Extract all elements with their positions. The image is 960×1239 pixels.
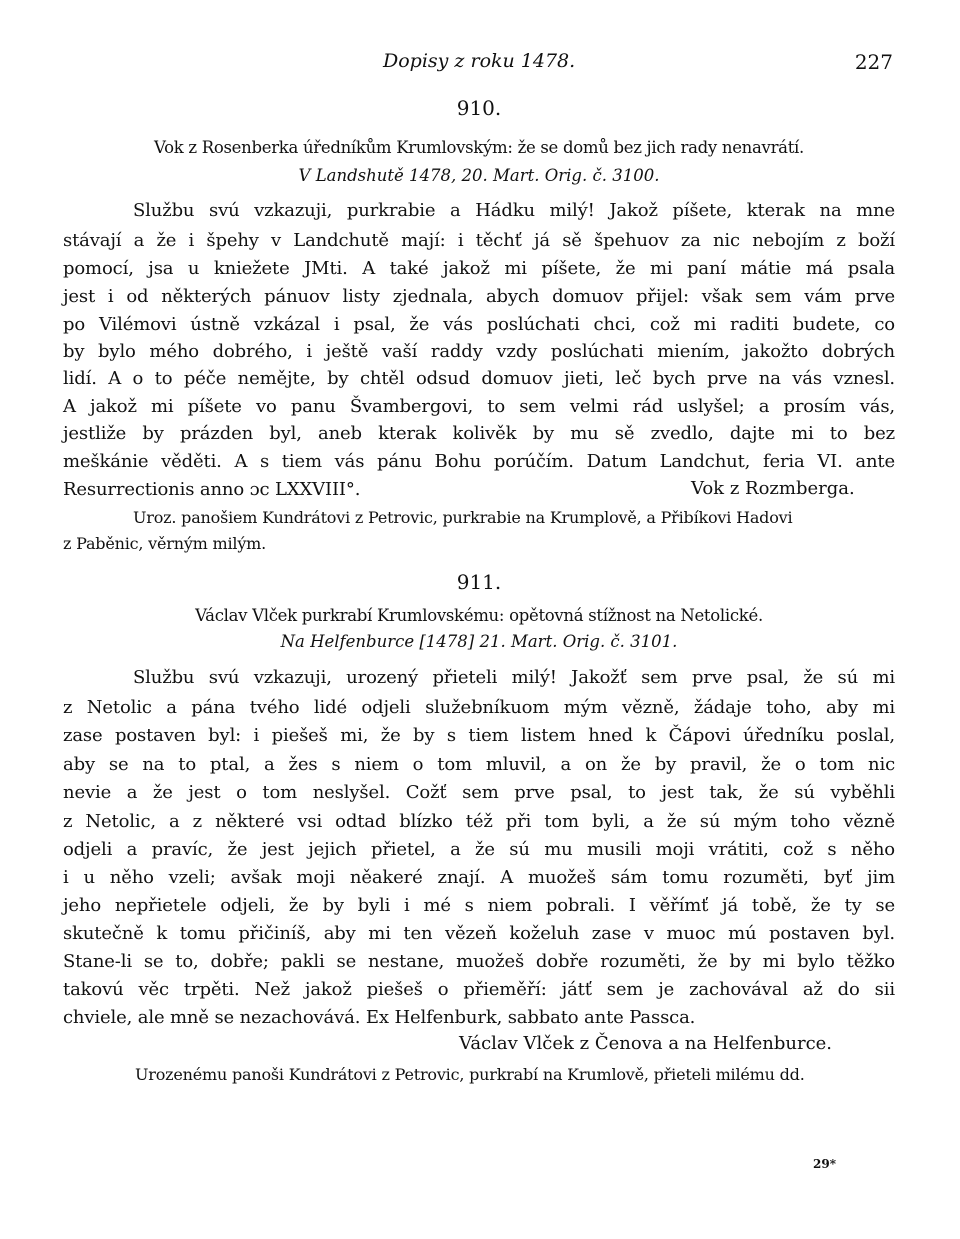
letter-address: Urozenému panoši Kundrátovi z Petrovic, purkrabí na Krumlově, přieteli milému dd.	[135, 1065, 805, 1084]
body-line: skutečně k tomu přičiníš, aby mi ten vězeň koželuh zase v muoc mú postaven byl.	[63, 923, 895, 944]
body-line: Službu svú vzkazuji, purkrabie a Hádku milý! Jakož píšete, kterak na mne	[133, 200, 895, 221]
body-line: jest i od některých pánuov listy zjednala, abych domuov přijel: však sem vám prve	[63, 286, 895, 307]
body-line: jeho nepřietele odjeli, že by byli i mé s niem pobrali. I věřímť já tobě, že ty se	[63, 895, 895, 916]
body-line: takovú věc trpěti. Než jakož piešeš o přieměří: játť sem je zachovával až do sii	[63, 979, 895, 1000]
body-line: nevie a že jest o tom neslyšel. Cožť sem prve psal, to jest tak, že sú vyběhli	[63, 782, 895, 803]
body-line: A jakož mi píšete vo panu Švambergovi, to sem velmi rád uslyšel; a prosím vás,	[63, 396, 895, 417]
body-line: aby se na to ptal, a žes s niem o tom mluvil, a on že by pravil, že o tom nic	[63, 754, 895, 775]
page-number: 227	[854, 50, 893, 74]
body-line: zase postaven byl: i piešeš mi, že by s tiem listem hned k Čápovi úředníku poslal,	[63, 725, 895, 746]
body-line: odjeli a pravíc, že jest jejich přietel, a že sú mu musili moji vrátiti, což s něho	[63, 839, 895, 860]
letter-signature: Vok z Rozmberga.	[691, 478, 855, 499]
body-line: po Vilémovi ústně vzkázal i psal, že vás poslúchati chci, což mi raditi budete, co	[63, 314, 895, 335]
letter-number: 910.	[456, 96, 502, 120]
body-line: pomocí, jsa u kniežete JMti. A také jakož mi píšete, že mi paní mátie má psala	[63, 258, 895, 279]
letter-number: 911.	[456, 570, 502, 594]
running-title: Dopisy z roku 1478.	[383, 50, 576, 72]
body-line: z Netolic a pána tvého lidé odjeli služebníkuom mým vězně, žádaje toho, aby mi	[63, 697, 895, 718]
body-line: Stane-li se to, dobře; pakli se nestane, muožeš dobře rozuměti, že by mi bylo těžko	[63, 951, 895, 972]
body-line: Resurrectionis anno ɔc LXXVIII°.	[63, 479, 361, 500]
body-line: lidí. A o to péče nemějte, by chtěl odsud domuov jieti, leč bych prve na vás vznesl.	[63, 368, 895, 389]
letter-source: Na Helfenburce [1478] 21. Mart. Orig. č. 3101.	[280, 632, 678, 651]
body-line: stávají a že i špehy v Landchutě mají: i těchť já sě špehuov za nic nebojím z boží	[63, 230, 895, 251]
body-line: meškánie věděti. A s tiem vás pánu Bohu porúčím. Datum Landchut, feria VI. ante	[63, 451, 895, 472]
letter-address: z Paběnic, věrným milým.	[63, 534, 267, 553]
sheet-signature: 29*	[813, 1157, 836, 1171]
body-line: chviele, ale mně se nezachovává. Ex Helfenburk, sabbato ante Passca.	[63, 1007, 696, 1028]
letter-summary: Václav Vlček purkrabí Krumlovskému: opětovná stížnost na Netolické.	[195, 606, 763, 625]
body-line: i u něho vzeli; avšak moji něakeré znají. A muožeš sám tomu rozuměti, byť jim	[63, 867, 895, 888]
letter-summary: Vok z Rosenberka úředníkům Krumlovským: že se domů bez jich rady nenavrátí.	[154, 138, 804, 157]
letter-address: Uroz. panošiem Kundrátovi z Petrovic, purkrabie na Krumplově, a Přibíkovi Hadovi	[133, 508, 793, 527]
body-line: z Netolic, a z některé vsi odtad blízko též při tom byli, a že sú mým toho vězně	[63, 811, 895, 832]
body-line: jestliže by prázden byl, aneb kterak kolivěk by mu sě zvedlo, dajte mi to bez	[63, 423, 895, 444]
body-line: Službu svú vzkazuji, urozený přieteli milý! Jakožť sem prve psal, že sú mi	[133, 667, 895, 688]
letter-signature: Václav Vlček z Čenova a na Helfenburce.	[459, 1033, 833, 1054]
book-page	[63, 0, 895, 1239]
letter-source: V Landshutě 1478, 20. Mart. Orig. č. 3100.	[298, 166, 660, 185]
body-line: by bylo mého dobrého, i ještě vaší raddy vzdy poslúchati miením, jakožto dobrých	[63, 341, 895, 362]
